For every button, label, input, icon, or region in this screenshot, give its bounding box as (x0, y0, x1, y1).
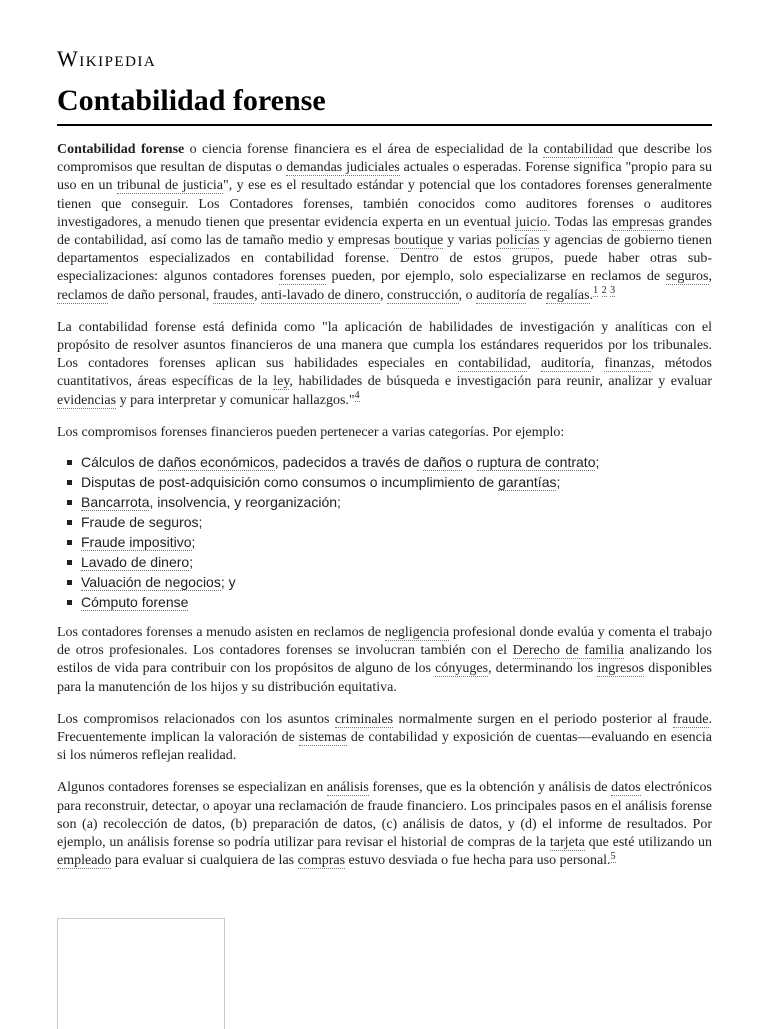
link-valuacion-de-negocios[interactable]: Valuación de negocios (81, 574, 221, 591)
link-tarjeta[interactable]: tarjeta (549, 835, 585, 851)
link-conyuges[interactable]: cónyuges (435, 661, 489, 677)
link-boutique[interactable]: boutique (394, 233, 444, 249)
link-negligencia[interactable]: negligencia (384, 625, 450, 641)
list-item: Cálculos de daños económicos, padecidos a través de daños o ruptura de contrato; (81, 452, 712, 472)
link-anti-lavado[interactable]: anti-lavado de dinero (261, 287, 381, 303)
link-criminales[interactable]: criminales (334, 711, 394, 727)
link-datos[interactable]: datos (611, 780, 641, 796)
article-body (57, 141, 712, 884)
link-reclamos[interactable]: reclamos (57, 287, 108, 303)
link-ley[interactable]: ley (273, 374, 290, 390)
categories-intro: Los compromisos forenses financieros pueden pertenecer a varias categorías. Por ejemplo: (57, 424, 565, 440)
link-contabilidad[interactable]: contabilidad (543, 142, 613, 157)
list-item: Fraude impositivo; (81, 532, 712, 552)
link-fraude[interactable]: fraude (672, 711, 709, 727)
wikipedia-logo[interactable]: Wikipedia (57, 46, 157, 71)
list-item: Lavado de dinero; (81, 552, 712, 572)
link-contabilidad-2[interactable]: contabilidad (458, 356, 528, 372)
list-item (81, 592, 712, 612)
link-danos-economicos[interactable]: daños económicos (158, 454, 275, 471)
article-subject: Contabilidad forense (57, 142, 185, 157)
image-thumbnail[interactable] (57, 918, 225, 1029)
link-derecho-de-familia[interactable]: Derecho de familia (512, 643, 624, 659)
link-empresas[interactable]: empresas (612, 214, 665, 230)
link-seguros[interactable]: seguros (665, 269, 709, 285)
categories-list (57, 452, 712, 612)
link-forenses[interactable]: forenses (279, 269, 326, 285)
analysis-paragraph: Algunos contadores forenses se especializan en análisis forenses, que es la obtención y análisis de datos electrónicos para reconstruir, detectar, o apoyar una reclamación de fraude financiero. Los principales pasos en el análisis forense son (a) recolección de datos, (b) preparación de datos, (c) análisis de datos, y (d) el informe de resultados. Por ejemplo, un análisis forense so podría utilizar para revisar el historial de compras de la tarjeta que esté utilizando un empleado para evaluar si cualquiera de las compras estuvo desviada o fue hecha para uso personal.$^5$ (57, 780, 713, 869)
citation-3[interactable]: 3 (610, 284, 616, 296)
link-lavado-de-dinero[interactable]: Lavado de dinero (81, 554, 190, 571)
link-juicio[interactable]: juicio (515, 214, 548, 230)
link-evidencias[interactable]: evidencias (57, 392, 117, 408)
link-regalias[interactable]: regalías (546, 287, 590, 303)
link-construccion[interactable]: construcción (387, 287, 459, 303)
link-fraudes[interactable]: fraudes (212, 287, 255, 303)
page-title: Contabilidad forense (57, 84, 712, 126)
list-item: Bancarrota, insolvencia, y reorganización; (81, 492, 712, 512)
link-auditoria-2[interactable]: auditoría (540, 356, 591, 372)
link-demandas-judiciales[interactable]: demandas judiciales (286, 160, 400, 176)
definition-paragraph: La contabilidad forense está definida como "la aplicación de habilidades de investigación y analíticas con el propósito de resolver asuntos financieros de una manera que cumpla los estándares requeridos por los tribunales. Los contadores forenses aplican sus habilidades especiales en contabilidad, auditoría, finanzas, métodos cuantitativos, áreas específicas de la ley, habilidades de búsqueda e investigación para reunir, analizar y evaluar evidencias y para interpretar y comunicar hallazgos."$^4$ (57, 319, 713, 408)
link-analisis[interactable]: análisis (326, 780, 369, 796)
list-item: Disputas de post-adquisición como consumos o incumplimiento de garantías; (81, 472, 712, 492)
link-computo-forense[interactable]: Cómputo forense (81, 594, 189, 611)
link-tribunal-de-justicia[interactable]: tribunal de justicia (116, 178, 224, 194)
link-empleado[interactable]: empleado (57, 853, 112, 869)
criminal-paragraph: Los compromisos relacionados con los asuntos criminales normalmente surgen en el periodo posterior al fraude. Frecuentemente implican la valoración de sistemas de contabilidad y exposición de cuentas—evaluando en esencia si los números reflejan realidad. (57, 711, 712, 764)
citation-5[interactable]: 5 (610, 850, 616, 862)
link-ingresos[interactable]: ingresos (597, 661, 645, 677)
link-auditoria[interactable]: auditoría (476, 287, 526, 303)
list-item: Valuación de negocios; y (81, 572, 712, 592)
link-garantias[interactable]: garantías (498, 474, 557, 491)
citation-2[interactable]: 2 (601, 284, 607, 296)
link-fraude-impositivo[interactable]: Fraude impositivo (81, 534, 192, 551)
link-finanzas[interactable]: finanzas (604, 356, 651, 372)
link-ruptura-de-contrato[interactable]: ruptura de contrato (477, 454, 596, 471)
list-item: Fraude de seguros; (81, 512, 712, 532)
negligence-paragraph: Los contadores forenses a menudo asisten en reclamos de negligencia profesional donde evalúa y comenta el trabajo de otros profesionales. Los contadores forenses se involucran también con el Derecho de familia analizando los estilos de vida para contribuir con los propósitos de alguno de los cónyuges, determinando los ingresos disponibles para la manutención de los hijos y su distribución equitativa. (57, 625, 713, 695)
intro-paragraph: Contabilidad forense o ciencia forense financiera es el área de especialidad de la contabilidad que describe los compromisos que resultan de disputas o demandas judiciales actuales o esperadas. Forense significa "propio para su uso en un tribunal de justicia", y ese es el resultado estándar y potencial que los contadores forenses generalmente tienen que conseguir. Los Contadores forenses, también conocidos como auditores forenses o auditores investigadores, a menudo tienen que presentar evidencia experta en un eventual juicio. Todas las empresas grandes de contabilidad, así como las de tamaño medio y empresas boutique y varias policías y agencias de gobierno tienen departamentos especializados en contabilidad forense. Dentro de estos grupos, puede haber otras sub-especializaciones: algunos contadores forenses pueden, por ejemplo, solo especializarse en reclamos de seguros, reclamos de daño personal, fraudes, anti-lavado de dinero, construcción, o auditoría de regalías.$^1$ $^2$ $^3$ (57, 142, 713, 303)
link-danos[interactable]: daños (423, 454, 462, 471)
link-compras[interactable]: compras (297, 853, 346, 869)
link-policias[interactable]: policías (495, 233, 540, 249)
link-sistemas[interactable]: sistemas (299, 730, 347, 746)
link-bancarrota[interactable]: Bancarrota (81, 494, 150, 511)
citation-1[interactable]: 1 (593, 284, 599, 296)
citation-4[interactable]: 4 (354, 389, 360, 401)
